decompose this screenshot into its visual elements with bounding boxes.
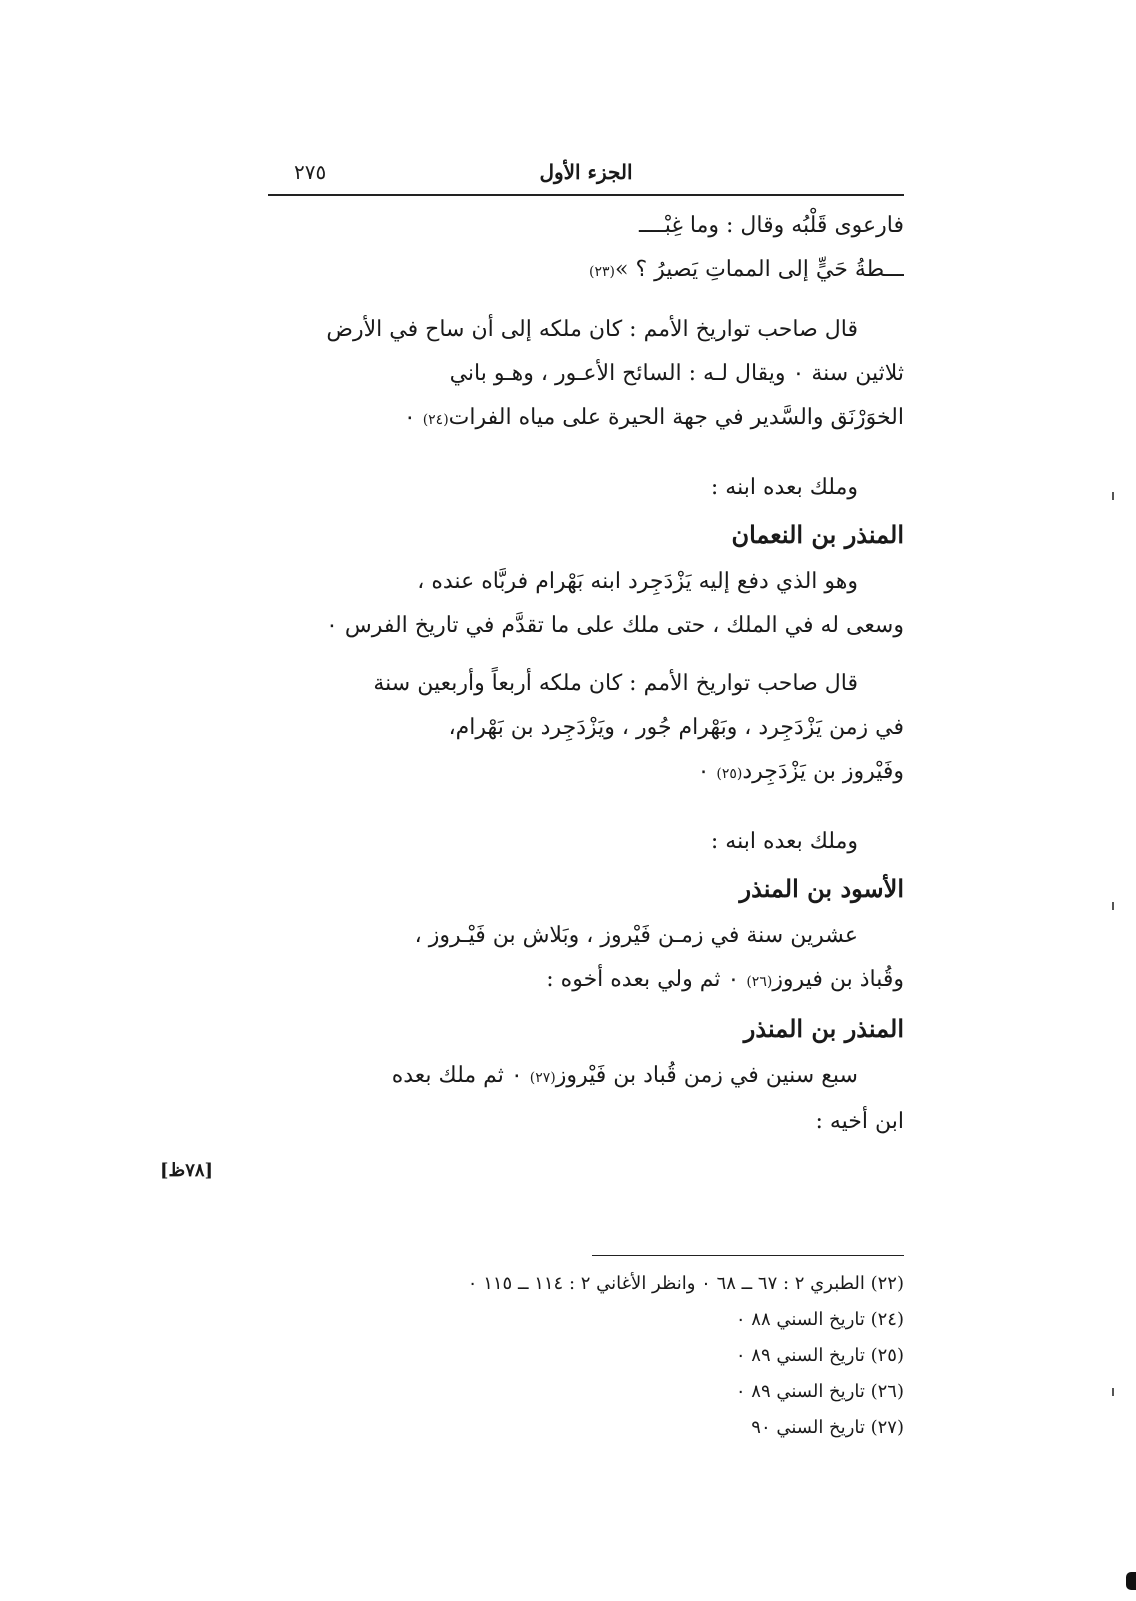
section-heading: الأسود بن المنذر [739, 874, 904, 903]
scan-mark [1112, 902, 1114, 910]
footnote-ref: (٢٧) [529, 1070, 556, 1086]
page-number: ٢٧٥ [294, 160, 327, 184]
transition-line: وملك بعده ابنه : [710, 829, 858, 854]
folio-margin-note: [٧٨ظ] [160, 1160, 214, 1181]
verse-line: فارعوى قَلْبُه وقال : وما غِبْــــ [638, 213, 904, 238]
footnotes [268, 1266, 904, 1446]
verse-line: ـــطةُ حَيٍّ إلى المماتِ يَصيرُ ؟ »(٢٣) [589, 257, 904, 282]
paragraph-line: وقُباذ بن فيروز(٢٦) ٠ ثم ولي بعده أخوه : [546, 967, 904, 992]
footnote-ref: (٢٤) [422, 412, 449, 428]
footnote: (٢٢) الطبري ٢ : ٦٧ ــ ٦٨ ٠ وانظر الأغاني ٢ : ١١٤ ــ ١١٥ ٠ [467, 1273, 904, 1294]
footnote: (٢٦) تاريخ السني ٨٩ ٠ [735, 1381, 904, 1402]
part-title: الجزء الأول [539, 160, 633, 184]
paragraph-line: قال صاحب تواريخ الأمم : كان ملكه إلى أن ساح في الأرض [326, 317, 858, 342]
paragraph-line: ثلاثين سنة ٠ ويقال لـه : السائح الأعـور ، وهـو باني [449, 361, 904, 386]
scan-mark [1112, 1388, 1114, 1396]
transition-line: وملك بعده ابنه : [710, 475, 858, 500]
footnote: (٢٤) تاريخ السني ٨٨ ٠ [735, 1309, 904, 1330]
scan-edge-mark [1126, 1572, 1136, 1590]
paragraph-line: في زمن يَزْدَجِرد ، وبَهْرام جُور ، ويَزْدَجِرد بن بَهْرام، [448, 715, 904, 740]
section-heading: المنذر بن النعمان [731, 520, 904, 549]
footnote-divider [592, 1255, 904, 1256]
section-heading: المنذر بن المنذر [743, 1014, 904, 1043]
paragraph-line: قال صاحب تواريخ الأمم : كان ملكه أربعاً وأربعين سنة [373, 671, 858, 696]
paragraph-line: ابن أخيه : [815, 1109, 904, 1134]
running-header [268, 158, 904, 196]
paragraph-line: وفَيْروز بن يَزْدَجِرد(٢٥) ٠ [697, 759, 904, 784]
main-text [268, 204, 904, 1144]
paragraph-line: وهو الذي دفع إليه يَزْدَجِرد ابنه بَهْرام فربَّاه عنده ، [417, 569, 858, 594]
footnote: (٢٧) تاريخ السني ٩٠ [751, 1417, 904, 1438]
scan-mark [1112, 492, 1114, 500]
paragraph-line: عشرين سنة في زمـن فَيْروز ، وبَلاش بن فَيْـروز ، [414, 923, 858, 948]
paragraph-line: وسعى له في الملك ، حتى ملك على ما تقدَّم في تاريخ الفرس ٠ [326, 613, 904, 638]
footnote: (٢٥) تاريخ السني ٨٩ ٠ [735, 1345, 904, 1366]
footnote-ref: (٢٣) [589, 264, 615, 280]
footnote-ref: (٢٦) [746, 974, 773, 990]
footnote-ref: (٢٥) [716, 766, 743, 782]
paragraph-line: الخوَرْنَق والسَّدير في جهة الحيرة على مياه الفرات(٢٤) ٠ [403, 405, 904, 430]
paragraph-line: سبع سنين في زمن قُباد بن فَيْروز(٢٧) ٠ ثم ملك بعده [391, 1063, 858, 1088]
